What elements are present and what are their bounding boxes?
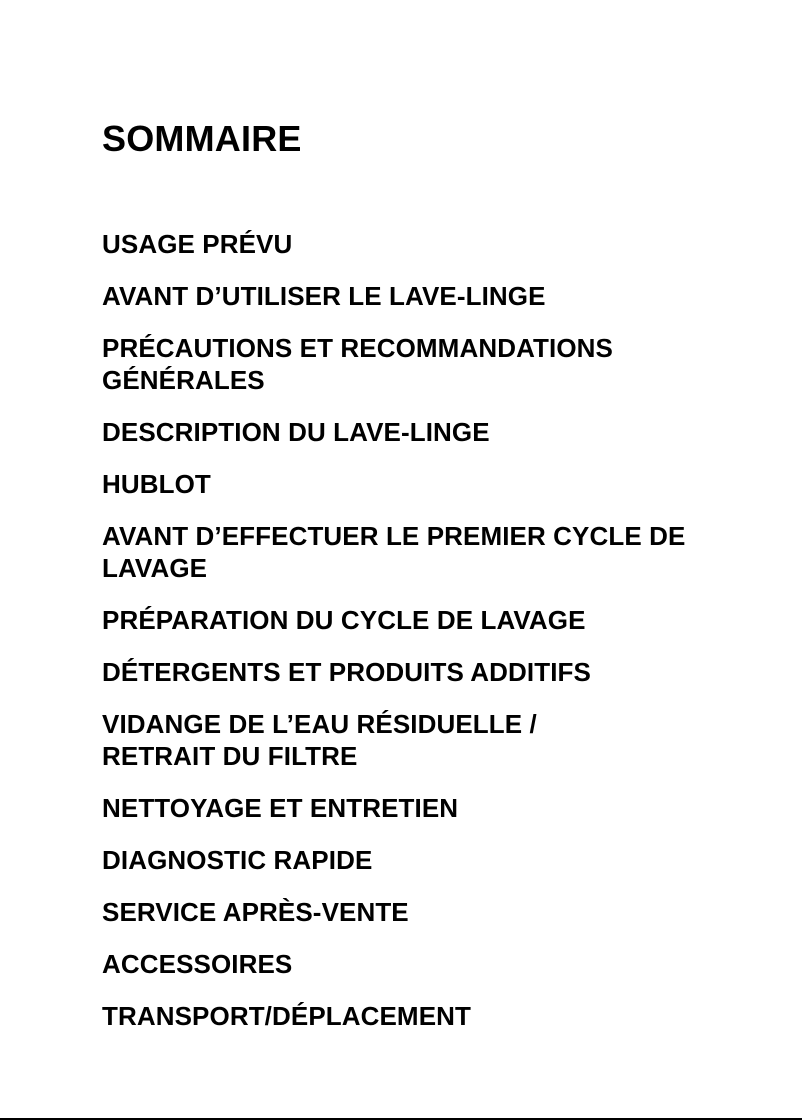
toc-item-vidange: VIDANGE DE L’EAU RÉSIDUELLE / RETRAIT DU FILTRE (102, 709, 537, 771)
toc-item-usage-prevu: USAGE PRÉVU (102, 229, 293, 259)
table-of-contents (102, 228, 782, 1032)
toc-item-nettoyage: NETTOYAGE ET ENTRETIEN (102, 793, 459, 823)
toc-item-detergents: DÉTERGENTS ET PRODUITS ADDITIFS (102, 657, 591, 687)
toc-item-preparation: PRÉPARATION DU CYCLE DE LAVAGE (102, 605, 586, 635)
toc-item-description: DESCRIPTION DU LAVE-LINGE (102, 417, 490, 447)
toc-item-precautions: PRÉCAUTIONS ET RECOMMANDATIONS GÉNÉRALES (102, 333, 613, 395)
toc-item-avant-utiliser: AVANT D’UTILISER LE LAVE-LINGE (102, 281, 546, 311)
toc-item-premier-cycle: AVANT D’EFFECTUER LE PREMIER CYCLE DE LAVAGE (102, 521, 686, 583)
toc-item-service: SERVICE APRÈS-VENTE (102, 897, 409, 927)
toc-item-accessoires: ACCESSOIRES (102, 949, 293, 979)
page-title: SOMMAIRE (102, 118, 302, 159)
toc-item-transport: TRANSPORT/DÉPLACEMENT (102, 1001, 471, 1031)
toc-item-hublot: HUBLOT (102, 469, 211, 499)
toc-item-diagnostic: DIAGNOSTIC RAPIDE (102, 845, 373, 875)
